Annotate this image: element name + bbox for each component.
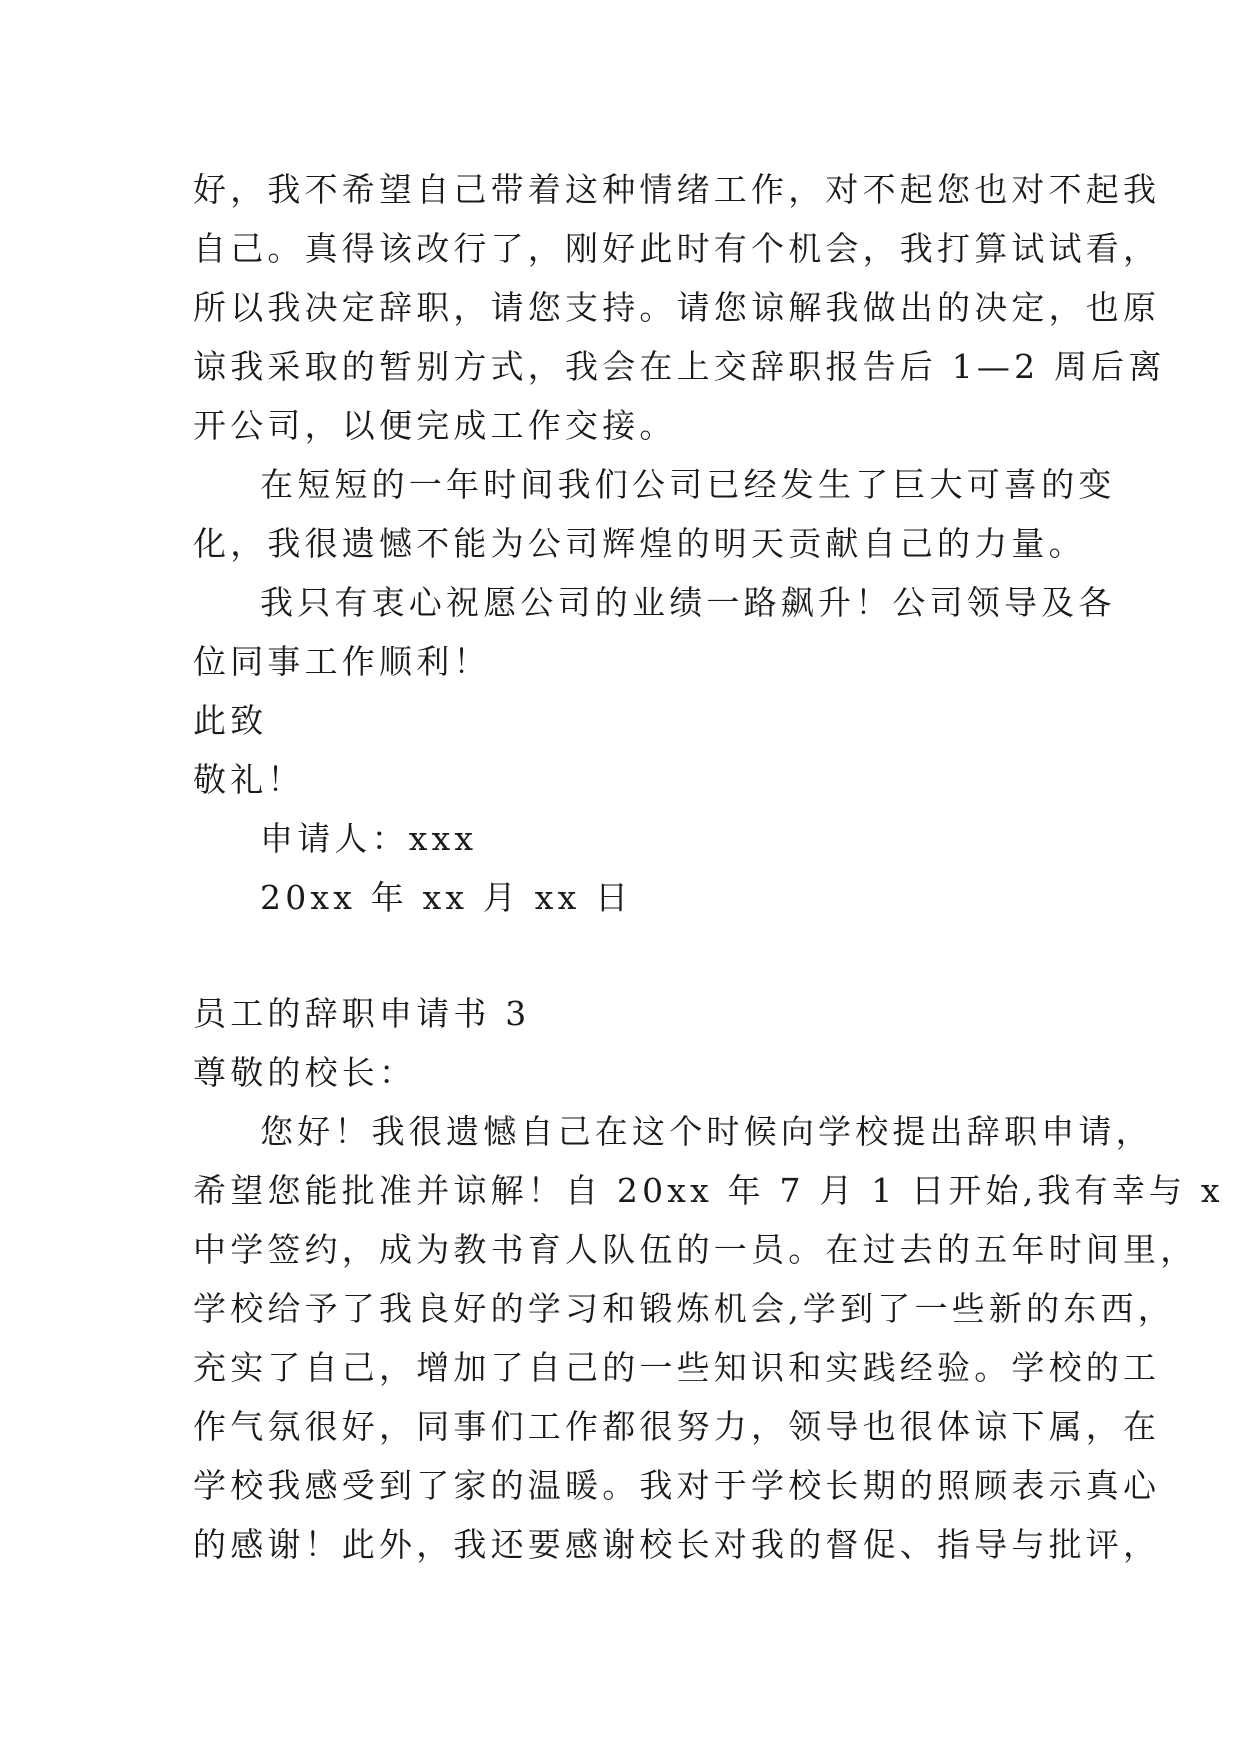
continuation-paragraph: [193, 160, 1166, 455]
letter-3: [193, 984, 1224, 1574]
letter-greeting: 尊敬的校长：: [193, 1053, 417, 1092]
text-line: 自己。真得该改行了，刚好此时有个机会，我打算试试看，: [193, 229, 1161, 268]
text-line: 在短短的一年时间我们公司已经发生了巨大可喜的变: [260, 465, 1116, 504]
text-line: 的感谢！此外，我还要感谢校长对我的督促、指导与批评，: [193, 1525, 1161, 1564]
paragraph-2: [193, 455, 1116, 573]
text-line: 您好！我很遗憾自己在这个时候向学校提出辞职申请，: [260, 1112, 1153, 1151]
letter-title: 员工的辞职申请书 3: [193, 994, 531, 1033]
text-line: 位同事工作顺利！: [193, 642, 491, 681]
closing-salutation: 此致: [193, 701, 268, 740]
text-line: 作气氛很好，同事们工作都很努力，领导也很体谅下属，在: [193, 1407, 1161, 1446]
text-line: 开公司，以便完成工作交接。: [193, 406, 677, 445]
text-line: 所以我决定辞职，请您支持。请您谅解我做出的决定，也原: [193, 288, 1161, 327]
closing: [193, 691, 1053, 927]
text-line: 化，我很遗憾不能为公司辉煌的明天贡献自己的力量。: [193, 524, 1086, 563]
text-line: 充实了自己，增加了自己的一些知识和实践经验。学校的工: [193, 1348, 1161, 1387]
text-line: 希望您能批准并谅解！自 20xx 年 7 月 1 日开始,我有幸与 x: [193, 1171, 1224, 1210]
date-line: 20xx 年 xx 月 xx 日: [260, 878, 633, 917]
paragraph-3: [193, 573, 1116, 691]
closing-respect: 敬礼！: [193, 760, 305, 799]
text-line: 我只有衷心祝愿公司的业绩一路飙升！公司领导及各: [260, 583, 1116, 622]
text-line: 学校我感受到了家的温暖。我对于学校长期的照顾表示真心: [193, 1466, 1161, 1505]
document-page: [193, 160, 1224, 1574]
section-gap: [193, 927, 1053, 984]
text-line: 好，我不希望自己带着这种情绪工作，对不起您也对不起我: [193, 170, 1161, 209]
text-line: 谅我采取的暂别方式，我会在上交辞职报告后 1—2 周后离: [193, 347, 1166, 386]
applicant-line: 申请人：xxx: [260, 819, 478, 858]
text-line: 中学签约，成为教书育人队伍的一员。在过去的五年时间里，: [193, 1230, 1198, 1269]
text-line: 学校给予了我良好的学习和锻炼机会,学到了一些新的东西，: [193, 1289, 1175, 1328]
